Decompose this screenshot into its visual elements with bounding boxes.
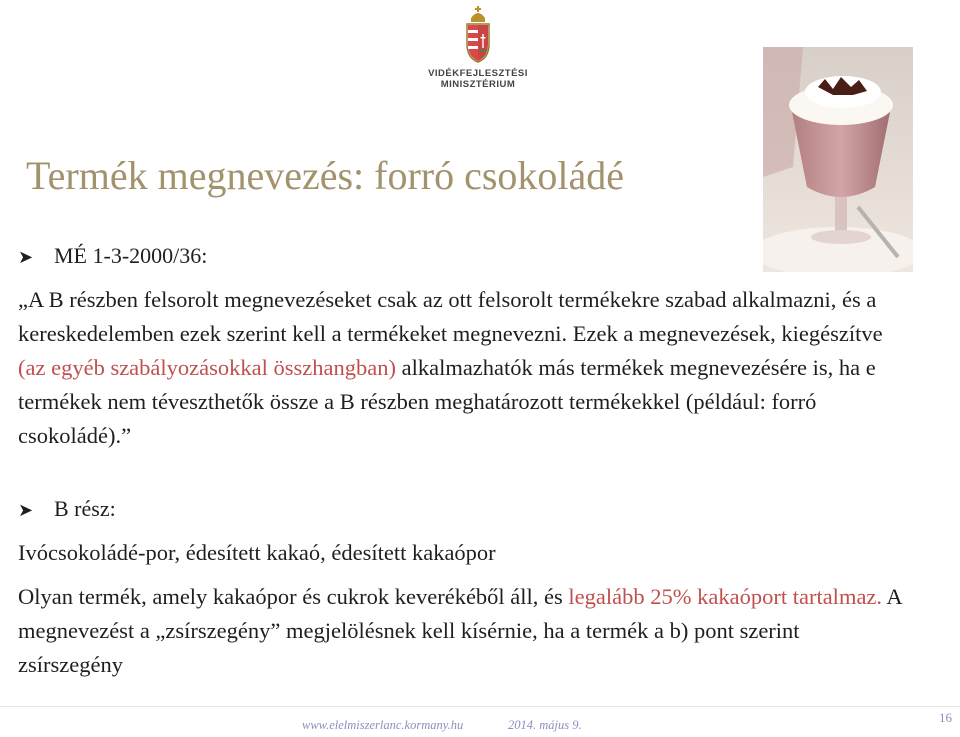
definition-paragraph bbox=[18, 580, 908, 682]
product-name: Ivócsokoládé-por, édesített kakaó, édesített kakaópor bbox=[18, 540, 496, 565]
arrow-bullet-icon: ➤ bbox=[18, 500, 34, 520]
quote-highlight: (az egyéb szabályozásokkal összhangban) bbox=[18, 355, 396, 380]
logo-line1: VIDÉKFEJLESZTÉSI bbox=[428, 68, 528, 79]
definition-text-1: Olyan termék, amely kakaópor és cukrok keverékéből áll, és bbox=[18, 584, 569, 609]
quote-text-1: „A B részben felsorolt megnevezéseket csak az ott felsorolt termékekre szabad alkalmazni, és a kereskedelemben ezek szerint kell a termékeket megnevezni. Ezek a megnevezések, kiegészítve bbox=[18, 287, 883, 346]
page-number: 16 bbox=[939, 710, 952, 725]
quote-text-2: alkalmazhatók más termékek megnevezésére is, ha e termékek nem téveszthetők össze a B részben meghatározott termékekkel (például: forró csokoládé).” bbox=[18, 355, 876, 448]
logo-line2: MINISZTÉRIUM bbox=[440, 79, 516, 90]
arrow-bullet-icon: ➤ bbox=[18, 247, 34, 267]
slide-title: Termék megnevezés: forró csokoládé bbox=[26, 153, 625, 198]
coat-of-arms-icon bbox=[461, 6, 495, 64]
definition-highlight: legalább 25% kakaóport tartalmaz. bbox=[568, 584, 883, 609]
hot-chocolate-photo bbox=[763, 47, 913, 272]
definition-text-2: A megnevezést a „zsírszegény” megjelölésnek kell kísérnie, ha a termék a b) pont szerint zsírszegény bbox=[18, 584, 902, 677]
footer-url: www.elelmiszerlanc.kormany.hu bbox=[302, 718, 464, 732]
ministry-logo bbox=[428, 6, 528, 96]
bullet-reference bbox=[18, 243, 207, 269]
quote-paragraph bbox=[18, 283, 908, 453]
part-b-text: B rész: bbox=[54, 496, 116, 521]
reference-text: MÉ 1-3-2000/36: bbox=[54, 243, 208, 268]
bullet-part-b bbox=[18, 496, 116, 522]
footer-date: 2014. május 9. bbox=[508, 718, 582, 732]
footer-divider bbox=[0, 706, 960, 707]
